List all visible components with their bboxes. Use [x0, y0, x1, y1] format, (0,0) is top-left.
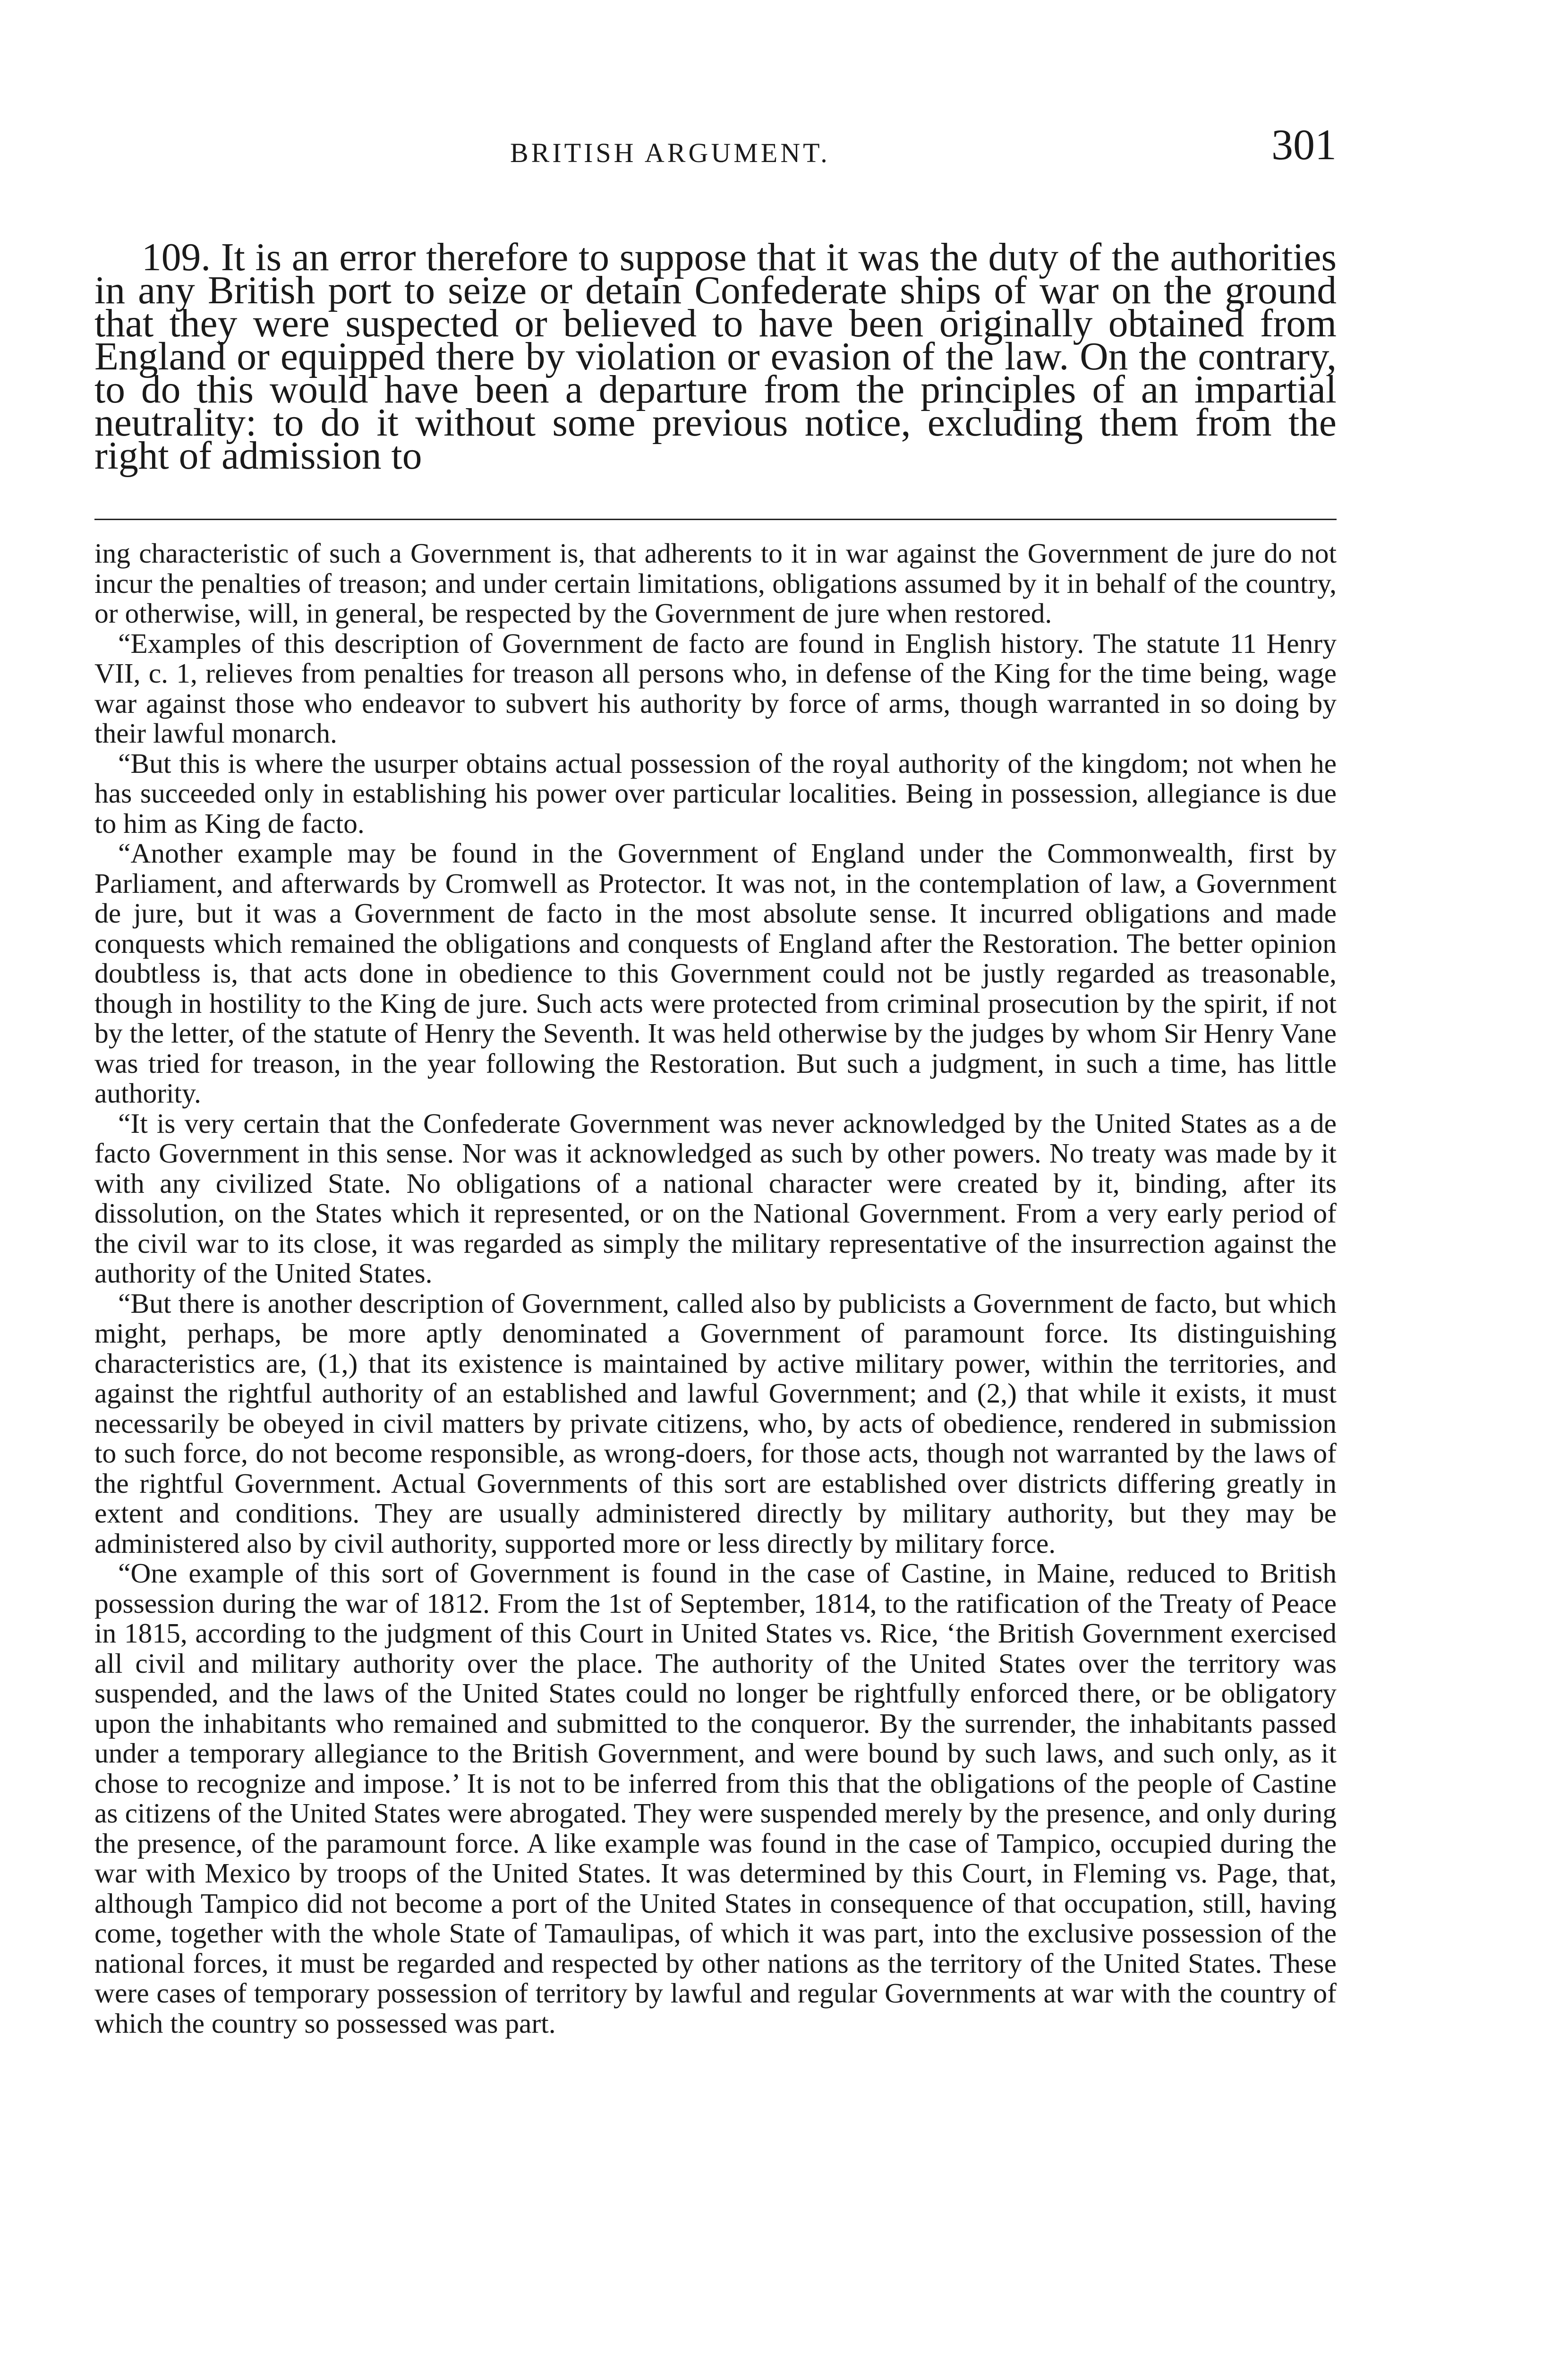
running-head: BRITISH ARGUMENT.: [510, 137, 830, 168]
footnote-paragraph: “One example of this sort of Government is found in the case of Castine, in Maine, reduced to British possession during the war of 1812. From the 1st of September, 1814, to the ratification of the Treaty of Peace in 1815, according to the judgment of this Court in United States vs. Rice, ‘the British Government exercised all civil and military authority over the place. The authority of the United States over the territory was suspended, and the laws of the United States could no longer be rightfully enforced there, or be obligatory upon the inhabitants who remained and submitted to the conqueror. By the surrender, the inhabitants passed under a temporary allegiance to the British Government, and were bound by such laws, and such only, as it chose to recognize and impose.’ It is not to be inferred from this that the obligations of the people of Castine as citizens of the United States were abrogated. They were suspended merely by the presence, and only during the presence, of the paramount force. A like example was found in the case of Tampico, occupied during the war with Mexico by troops of the United States. It was determined by this Court, in Fleming vs. Page, that, although Tampico did not become a port of the United States in consequence of that occupation, still, having come, together with the whole State of Tamaulipas, of which it was part, into the exclusive possession of the national forces, it must be regarded and respected by other nations as the territory of the United States. These were cases of temporary possession of territory by lawful and regular Governments at war with the country of which the country so possessed was part.: [94, 1558, 1337, 2039]
page-number: 301: [1271, 120, 1337, 169]
page-header: [94, 113, 1337, 170]
footnote-paragraph: “But this is where the usurper obtains actual possession of the royal authority of the kingdom; not when he has succeeded only in establishing his power over particular localities. Being in possession, allegiance is due to him as King de facto.: [94, 747, 1337, 839]
footnote-paragraph: “But there is another description of Government, called also by publicists a Government de facto, but which might, perhaps, be more aptly denominated a Government of paramount force. Its distinguishing characteristics are, (1,) that its existence is maintained by active military power, within the territories, and against the rightful authority of an established and lawful Government; and (2,) that while it exists, it must necessarily be obeyed in civil matters by private citizens, who, by acts of obedience, rendered in submission to such force, do not become responsible, as wrong-doers, for those acts, though not warranted by the laws of the rightful Government. Actual Governments of this sort are established over districts differing greatly in extent and conditions. They are usually administered directly by military authority, but they may be administered also by civil authority, supported more or less directly by military force.: [94, 1287, 1337, 1559]
footnote-paragraph: “It is very certain that the Confederate Government was never acknowledged by the United States as a de facto Government in this sense. Nor was it acknowledged as such by other powers. No treaty was made by it with any civilized State. No obligations of a national character were created by it, binding, after its dissolution, on the States which it represented, or on the National Government. From a very early period of the civil war to its close, it was regarded as simply the military representative of the insurrection against the authority of the United States.: [94, 1107, 1337, 1289]
footnote-block: [94, 539, 1337, 2038]
footnote-paragraph: ing characteristic of such a Government is, that adherents to it in war against the Government de jure do not incur the penalties of treason; and under certain limitations, obligations assumed by it in behalf of the country, or otherwise, will, in general, be respected by the Government de jure when restored.: [94, 538, 1337, 629]
document-page: [94, 0, 1337, 2362]
main-paragraph: 109. It is an error therefore to suppose that it was the duty of the authorities in any British port to seize or detain Confederate ships of war on the ground that they were suspected or believed to have been originally obtained from England or equipped there by violation or evasion of the law. On the contrary, to do this would have been a departure from the principles of an impartial neutrality: to do it without some previous notice, excluding them from the right of admission to: [94, 236, 1337, 478]
footnote-rule: [94, 519, 1337, 520]
footnote-paragraph: “Another example may be found in the Government of England under the Commonwealth, first by Parliament, and afterwards by Cromwell as Protector. It was not, in the contemplation of law, a Government de jure, but it was a Government de facto in the most absolute sense. It incurred obligations and made conquests which remained the obligations and conquests of England after the Restoration. The better opinion doubtless is, that acts done in obedience to this Government could not be justly regarded as treasonable, though in hostility to the King de jure. Such acts were protected from criminal prosecution by the spirit, if not by the letter, of the statute of Henry the Seventh. It was held otherwise by the judges by whom Sir Henry Vane was tried for treason, in the year following the Restoration. But such a judgment, in such a time, has little authority.: [94, 838, 1337, 1109]
footnote-paragraph: “Examples of this description of Government de facto are found in English history. The statute 11 Henry VII, c. 1, relieves from penalties for treason all persons who, in defense of the King for the time being, wage war against those who endeavor to subvert his authority by force of arms, though warranted in so doing by their lawful monarch.: [94, 627, 1337, 749]
